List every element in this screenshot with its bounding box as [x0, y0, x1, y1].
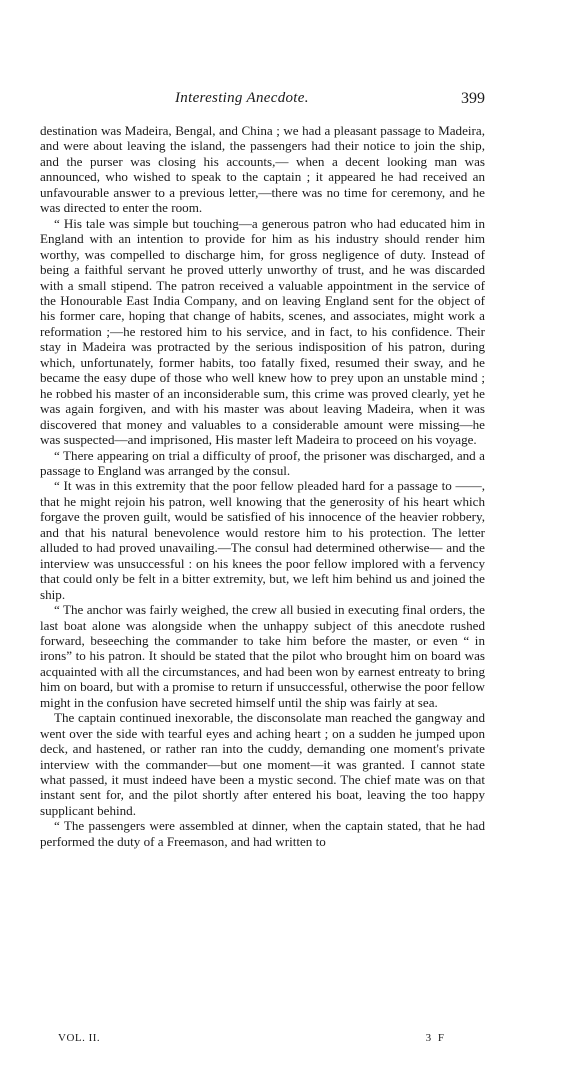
- paragraph: “ The anchor was fairly weighed, the crew all busied in executing final orders, the last boat alone was alongside when the unhappy subject of this anecdote rushed forward, beseeching the commander to take him before the master, or even “ in irons” to his patron. It should be stated that the pilot who brought him on board was acquainted with all the circumstances, and had been won by earnest entreaty to bring him on board, but with a promise to return if unsuccessful, otherwise the poor fellow might in the confusion have secreted himself until the ship was fairly at sea.: [40, 602, 485, 710]
- volume-label: VOL. II.: [58, 1032, 101, 1044]
- body-text: [40, 123, 485, 849]
- page-number: 399: [461, 90, 485, 107]
- paragraph: “ His tale was simple but touching—a generous patron who had educated him in England with an intention to provide for him as his industry should render him worthy, was compelled to discharge him, for gross negligence of duty. Instead of being a faithful servant he proved utterly unworthy of trust, and he was discarded with a small stipend. The patron received a valuable appointment in the service of the Honourable East India Company, and on leaving England sent for the object of his former care, hoping that change of habits, scenes, and associates, might work a reformation ;—he restored him to his service, and in fact, to his confidence. Their stay in Madeira was protracted by the serious indisposition of his patron, during which, unfortunately, former habits, too fatally fixed, resumed their sway, and he became the easy dupe of those who well knew how to prey upon an unstable mind ; he robbed his master of an inconsiderable sum, this crime was proved clearly, yet he was again forgiven, and with his master was about leaving Madeira, when it was discovered that money and valuables to a considerable amount were missing—he was suspected—and imprisoned, His master left Madeira to proceed on his voyage.: [40, 215, 485, 448]
- page-footer: [58, 1032, 446, 1048]
- paragraph: “ There appearing on trial a difficulty of proof, the prisoner was discharged, and a passage to England was arranged by the consul.: [40, 447, 485, 478]
- page-header: [40, 90, 485, 112]
- paragraph: “ It was in this extremity that the poor fellow pleaded hard for a passage to ——, that he might rejoin his patron, well knowing that the generosity of his heart which forgave the proven guilt, would be satisfied of his innocence of the heavier robbery, and that his natural benevolence would restore him to his protection. The letter alluded to had proved unavailing.—The consul had determined otherwise— and the interview was unsuccessful : on his knees the poor fellow implored with a fervency that could only be felt in a bitter extremity, but, we left him behind us and joined the ship.: [40, 478, 485, 602]
- running-title: Interesting Anecdote.: [175, 90, 309, 106]
- paragraph: The captain continued inexorable, the disconsolate man reached the gangway and went over the side with tearful eyes and aching heart ; on a sudden he jumped upon deck, and hastened, or rather ran into the cuddy, demanding one moment's private interview with the commander—but one moment—it was granted. I cannot state what passed, it must indeed have been a mystic second. The chief mate was on that instant sent for, and the pilot shortly after entered his boat, leaving the too happy supplicant behind.: [40, 710, 485, 818]
- paragraph-continuation: destination was Madeira, Bengal, and China ; we had a pleasant passage to Madeira, and were about leaving the island, the passengers had their notice to join the ship, and the purser was closing his accounts,— when a decent looking man was announced, who wished to speak to the captain ; it appeared he had received an unfavourable answer to a previous letter,—there was no time for ceremony, and he was directed to enter the room.: [40, 123, 485, 216]
- signature-mark: 3 F: [425, 1032, 446, 1044]
- paragraph: “ The passengers were assembled at dinner, when the captain stated, that he had performed the duty of a Freemason, and had written to: [40, 818, 485, 849]
